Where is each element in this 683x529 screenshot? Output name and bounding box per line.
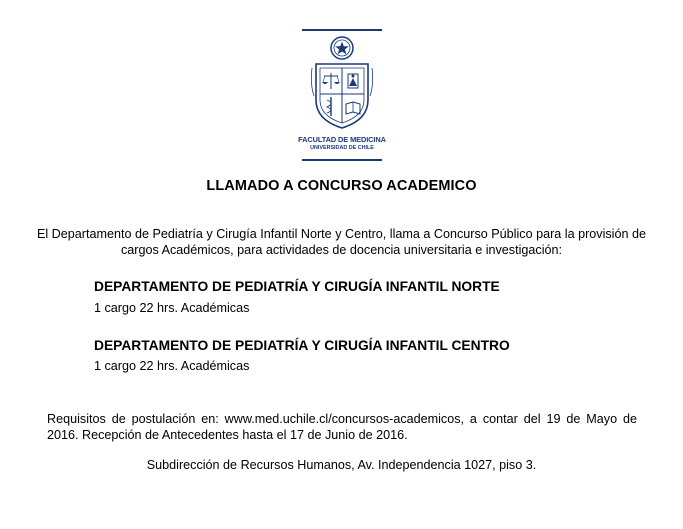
department-north-detail: 1 cargo 22 hrs. Académicas — [94, 301, 250, 315]
faculty-name: FACULTAD DE MEDICINA — [298, 135, 386, 144]
university-coat-of-arms-icon — [308, 34, 376, 132]
department-center-detail: 1 cargo 22 hrs. Académicas — [94, 359, 250, 373]
logo-top-rule — [302, 29, 382, 31]
address-line: Subdirección de Recursos Humanos, Av. Independencia 1027, piso 3. — [146, 458, 537, 472]
requirements-paragraph: Requisitos de postulación en: www.med.uchile.cl/concursos-academicos, a contar del 19 de Mayo de 2016. Recepción de Antecedentes hasta el 17 de Junio de 2016. — [47, 412, 637, 442]
department-center-title: DEPARTAMENTO DE PEDIATRÍA Y CIRUGÍA INFANTIL CENTRO — [94, 338, 510, 353]
intro-paragraph: El Departamento de Pediatría y Cirugía Infantil Norte y Centro, llama a Concurso Público para la provisión de cargos Académicos, para actividades de docencia universitaria e investigación: — [36, 227, 646, 257]
faculty-logo — [296, 26, 388, 162]
page-title: LLAMADO A CONCURSO ACADEMICO — [206, 178, 477, 194]
department-north-title: DEPARTAMENTO DE PEDIATRÍA Y CIRUGÍA INFANTIL NORTE — [94, 279, 500, 294]
logo-bottom-rule — [302, 159, 382, 161]
university-name: UNIVERSIDAD DE CHILE — [310, 145, 374, 151]
